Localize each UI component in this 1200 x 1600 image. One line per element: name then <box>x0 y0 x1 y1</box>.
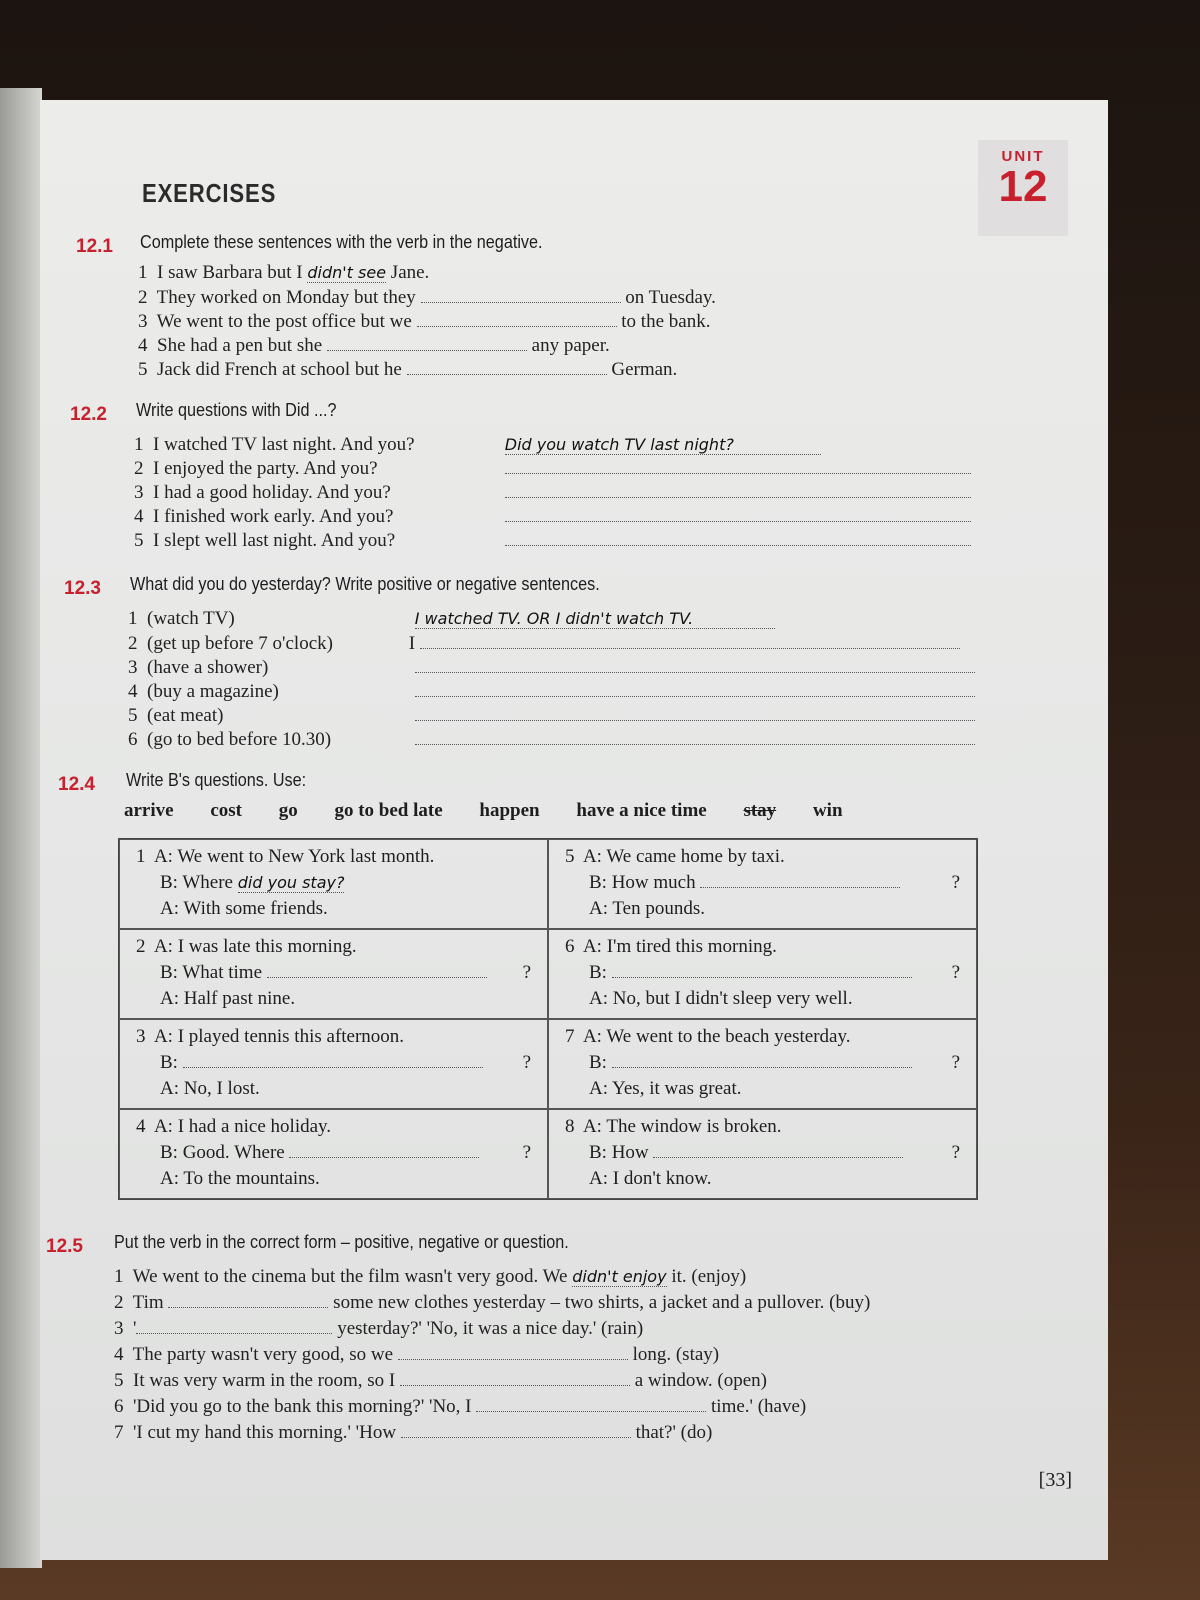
exercise-item: 5 It was very warm in the room, so I a window. (open) <box>114 1370 768 1391</box>
workbook-page <box>40 100 1108 1560</box>
answer-field[interactable] <box>612 1053 912 1068</box>
exercise-item: 3 I had a good holiday. And you? <box>134 482 971 504</box>
exercise-item: 3 We went to the post office but we to the bank. <box>138 311 711 332</box>
answer-field[interactable] <box>612 963 912 978</box>
exercise-number: 12.2 <box>70 404 107 425</box>
exercise-item: 4 She had a pen but she any paper. <box>138 335 610 356</box>
page-number: [33] <box>1038 1469 1072 1491</box>
dialog-cell: 3 A: I played tennis this afternoon. B: ? A: No, I lost. <box>119 1019 548 1109</box>
unit-tab <box>978 140 1068 236</box>
answer-field[interactable] <box>417 312 617 327</box>
page-title: EXERCISES <box>142 178 277 208</box>
word-crossed-out: stay <box>743 800 777 821</box>
dialog-cell: 6 A: I'm tired this morning. B: ? A: No, but I didn't sleep very well. <box>548 929 977 1019</box>
exercise-item: 3 ' yesterday?' 'No, it was a nice day.' (rain) <box>114 1318 644 1339</box>
answer-field[interactable] <box>415 682 975 697</box>
answer-field[interactable] <box>505 507 971 522</box>
answer-field[interactable] <box>398 1345 628 1360</box>
exercise-instruction: What did you do yesterday? Write positive or negative sentences. <box>130 574 600 594</box>
answer-field[interactable]: didn't enjoy <box>572 1267 667 1286</box>
answer-field[interactable] <box>505 459 971 474</box>
exercise-instruction: Complete these sentences with the verb in the negative. <box>140 232 543 252</box>
answer-field[interactable] <box>401 1423 631 1438</box>
exercise-item: 2 Tim some new clothes yesterday – two shirts, a jacket and a pullover. (buy) <box>114 1292 871 1313</box>
word: win <box>812 800 843 821</box>
exercise-item: 2 I enjoyed the party. And you? <box>134 458 971 480</box>
exercise-item: 3 (have a shower) <box>128 657 975 679</box>
exercise-number: 12.3 <box>64 578 101 599</box>
exercise-item: 4 I finished work early. And you? <box>134 506 971 528</box>
answer-field[interactable]: did you stay? <box>237 873 345 892</box>
answer-field[interactable]: I watched TV. OR I didn't watch TV. <box>415 609 775 629</box>
word: go <box>278 800 298 821</box>
answer-field[interactable] <box>415 706 975 721</box>
exercise-item: 1 (watch TV) I watched TV. OR I didn't watch TV. <box>128 608 775 630</box>
exercise-item: 2 They worked on Monday but they on Tuesday. <box>138 287 716 308</box>
exercise-item: 6 'Did you go to the bank this morning?' 'No, I time.' (have) <box>114 1396 807 1417</box>
exercise-item: 1 We went to the cinema but the film wasn't very good. We didn't enjoy it. (enjoy) <box>114 1266 747 1287</box>
exercise-number: 12.1 <box>76 236 113 257</box>
answer-field[interactable]: didn't see <box>307 263 387 282</box>
answer-field[interactable] <box>400 1371 630 1386</box>
exercise-item: 6 (go to bed before 10.30) <box>128 729 975 751</box>
book-left-page-edge <box>0 88 42 1568</box>
answer-field[interactable] <box>415 730 975 745</box>
answer-field[interactable]: Did you watch TV last night? <box>505 435 821 455</box>
answer-field[interactable] <box>505 483 971 498</box>
answer-field[interactable] <box>653 1143 903 1158</box>
word: cost <box>210 800 242 821</box>
unit-label: UNIT <box>1001 148 1045 165</box>
dialog-grid <box>118 838 978 1200</box>
answer-field[interactable] <box>267 963 487 978</box>
answer-field[interactable] <box>168 1293 328 1308</box>
dialog-cell: 5 A: We came home by taxi. B: How much ? A: Ten pounds. <box>548 839 977 929</box>
exercise-item: 1 I saw Barbara but I didn't see Jane. <box>138 262 430 283</box>
dialog-cell: 4 A: I had a nice holiday. B: Good. Where ? A: To the mountains. <box>119 1109 548 1199</box>
exercise-instruction: Write B's questions. Use: <box>126 770 307 790</box>
exercise-item: 2 (get up before 7 o'clock) I <box>128 633 960 655</box>
word-list <box>124 800 875 822</box>
word: happen <box>479 800 540 821</box>
exercise-item: 1 I watched TV last night. And you? Did you watch TV last night? <box>134 434 821 456</box>
dialog-cell: 7 A: We went to the beach yesterday. B: ? A: Yes, it was great. <box>548 1019 977 1109</box>
exercise-item: 5 Jack did French at school but he German. <box>138 359 678 380</box>
word: go to bed late <box>334 800 443 821</box>
exercise-item: 5 I slept well last night. And you? <box>134 530 971 552</box>
exercise-item: 4 The party wasn't very good, so we long. (stay) <box>114 1344 720 1365</box>
answer-field[interactable] <box>476 1397 706 1412</box>
answer-field[interactable] <box>289 1143 479 1158</box>
dialog-cell: 1 A: We went to New York last month. B: Where did you stay? A: With some friends. <box>119 839 548 929</box>
word: have a nice time <box>576 800 707 821</box>
answer-field[interactable] <box>421 288 621 303</box>
answer-field[interactable] <box>505 531 971 546</box>
dialog-cell: 8 A: The window is broken. B: How ? A: I don't know. <box>548 1109 977 1199</box>
answer-field[interactable] <box>415 658 975 673</box>
answer-field[interactable] <box>327 336 527 351</box>
answer-field[interactable] <box>407 360 607 375</box>
exercise-instruction: Put the verb in the correct form – positive, negative or question. <box>114 1232 569 1252</box>
answer-field[interactable] <box>700 873 900 888</box>
unit-number: 12 <box>998 162 1048 211</box>
answer-field[interactable] <box>183 1053 483 1068</box>
word: arrive <box>124 800 174 821</box>
exercise-item: 5 (eat meat) <box>128 705 975 727</box>
exercise-item: 4 (buy a magazine) <box>128 681 975 703</box>
answer-field[interactable] <box>136 1319 332 1334</box>
exercise-item: 7 'I cut my hand this morning.' 'How that?' (do) <box>114 1422 713 1443</box>
exercise-number: 12.4 <box>58 774 95 795</box>
answer-field[interactable] <box>420 634 960 649</box>
exercise-instruction: Write questions with Did ...? <box>136 400 337 420</box>
dialog-cell: 2 A: I was late this morning. B: What time ? A: Half past nine. <box>119 929 548 1019</box>
exercise-number: 12.5 <box>46 1236 83 1257</box>
